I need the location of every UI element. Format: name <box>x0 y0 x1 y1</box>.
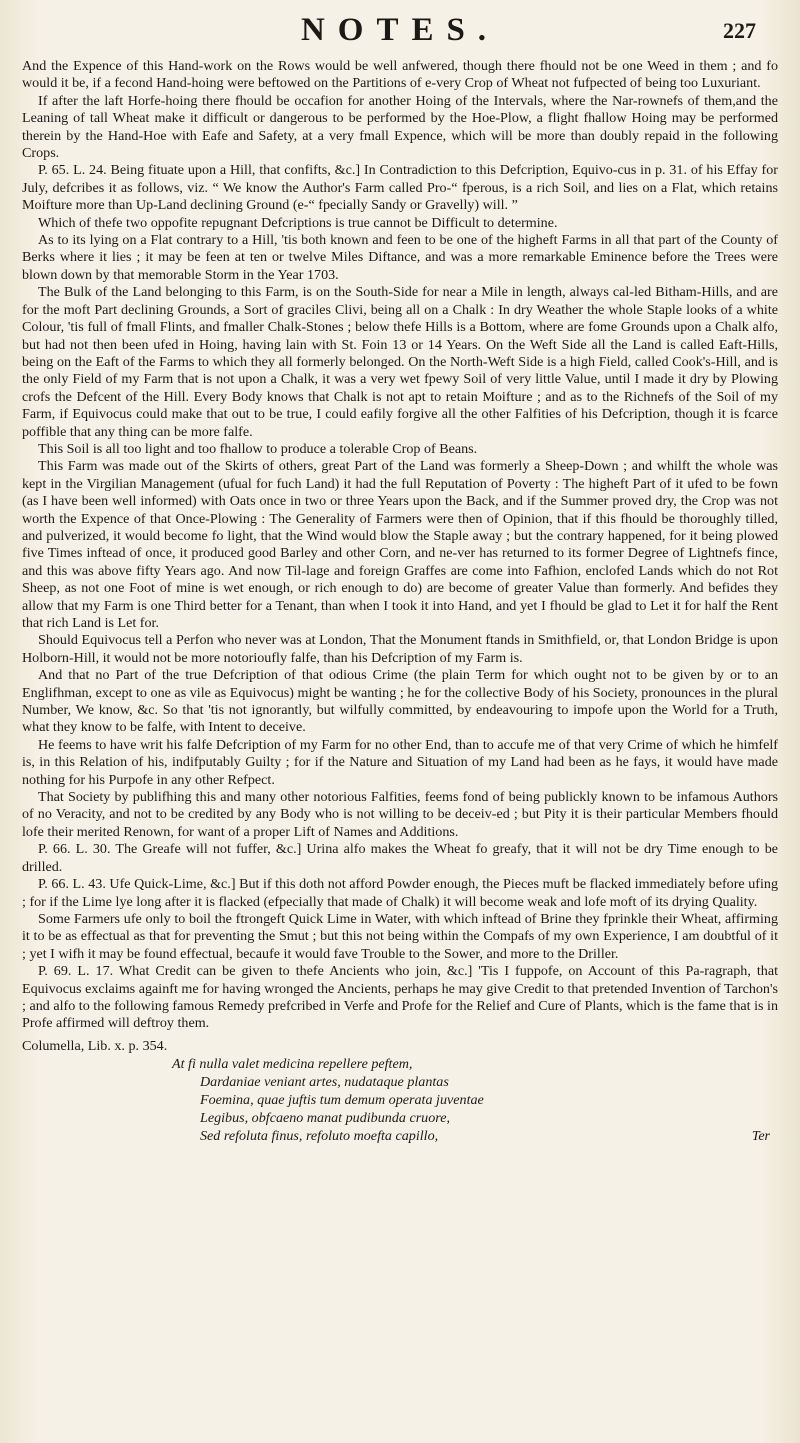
quote-line: Dardaniae veniant artes, nudataque plantas <box>200 1073 449 1090</box>
paragraph: P. 69. L. 17. What Credit can be given to thefe Ancients who join, &c.] 'Tis I fuppofe, on Account of this Pa-ragraph, that Equivocus exclaims againft me for having wronged the Ancients, perhaps he may give Credit to that pretended Invention of Tarchon's ; and alfo to the following famous Remedy prefcribed in Verfe and Profe for the Relief and Cure of Plants, which is the fame that is in Profe affirmed will deftroy them. <box>22 963 778 1032</box>
paragraph: P. 65. L. 24. Being fituate upon a Hill, that confifts, &c.] In Contradiction to this Defcription, Equivo-cus in p. 31. of his Effay for July, defcribes it as follows, viz. “ We know the Author's Farm called Pro-“ fperous, is a rich Soil, and lies on a Flat, which retains Moifture more than Up-Land declining Ground (e-“ fpecially Sandy or Gravelly) will. ” <box>22 162 778 214</box>
page-number: 227 <box>723 18 756 43</box>
page-header <box>22 8 778 58</box>
paragraph: P. 66. L. 43. Ufe Quick-Lime, &c.] But if this doth not afford Powder enough, the Pieces muft be flacked immediately before ufing ; for if the Lime lye long after it is flacked (efpecially that made of Chalk) it will become weak and lofe moft of its drying Quality. <box>22 876 778 910</box>
quote-reference: Columella, Lib. x. p. 354. <box>22 1037 168 1054</box>
paragraph: And that no Part of the true Defcription of that odious Crime (the plain Term for which ought not to be given by or to an Englifhman, except to one as vile as Equivocus) might be wanting ; he for the collective Body of his Society, pronounces in the plural Number, We know, &c. So that 'tis not ignorantly, but wilfully committed, by endeavouring to impofe upon the World for a Truth, what they know to be falfe, with Intent to deceive. <box>22 667 778 736</box>
paragraph: Should Equivocus tell a Perfon who never was at London, That the Monument ftands in Smithfield, or, that London Bridge is upon Holborn-Hill, it would not be more notorioufly falfe, than his Defcription of my Farm is. <box>22 632 778 666</box>
paragraph: As to its lying on a Flat contrary to a Hill, 'tis both known and feen to be one of the higheft Farms in all that part of the County of Berks where it lies ; it may be feen at ten or twelve Miles Diftance, and was a more remarkable Eminence before the Trees were blown down by that memorable Storm in the Year 1703. <box>22 232 778 283</box>
catchword: Ter <box>751 1128 770 1144</box>
paragraph: Which of thefe two oppofite repugnant Defcriptions is true cannot be Difficult to determine. <box>38 214 558 231</box>
quote-line: At fi nulla valet medicina repellere peftem, <box>172 1055 413 1072</box>
paragraph: This Soil is all too light and too fhallow to produce a tolerable Crop of Beans. <box>38 440 478 457</box>
quote-line: Legibus, obfcaeno manat pudibunda cruore, <box>200 1109 451 1126</box>
paragraph: This Farm was made out of the Skirts of others, great Part of the Land was formerly a Sheep-Down ; and whilft the whole was kept in the Virgilian Management (ufual for fuch Land) it had the full Reputation of Poverty : The higheft Part of it ufed to be fown (as I have been well informed) with Oats once in two or three Years upon the Back, and if the Summer proved dry, the Crop was not worth the Expence of that Once-Plowing : The Generality of Farmers were then of Opinion, that if this fhould be thoroughly tilled, and pulverized, it would become fo light, that the Wind would blow the Staple away ; but the contrary happened, for it being plowed five Times inftead of once, it produced good Barley and other Corn, and ne-ver has returned to its former Degree of Lightnefs fince, and this was above fifty Years ago. And now Til-lage and foreign Graffes are come into Fafhion, enclofed Lands which do not Rot Sheep, as not one Foot of mine is wet enough, or rich enough to do) are become of greater Value than formerly. And befides they allow that my Farm is one Third better for a Tenant, than when I took it into Hand, and yet I fhould be glad to Let it for half the Rent that rich Land is Let for. <box>22 458 778 631</box>
paragraph: He feems to have writ his falfe Defcription of my Farm for no other End, than to accufe me of that very Crime of which he himfelf is, in this Relation of his, indifputably Guilty ; for if the Nature and Situation of my Land had been as he fays, it would have made nothing for his Purpofe in any other Refpect. <box>22 736 778 788</box>
body-text <box>22 58 778 1033</box>
paragraph: P. 66. L. 30. The Greafe will not fuffer, &c.] Urina alfo makes the Wheat fo greafy, that it will not be dry Time enough to be drilled. <box>22 841 778 875</box>
paragraph: And the Expence of this Hand-work on the Rows would be well anfwered, though there fhould not be one Weed in them ; and fo would it be, if a fecond Hand-hoing were beftowed on the Partitions of e-very Crop of Wheat not fufpected of being too Luxuriant. <box>22 58 778 92</box>
quote-line: Sed refoluta finus, refoluto moefta capillo, <box>200 1127 439 1144</box>
paragraph: That Society by publifhing this and many other notorious Falfities, feems fond of being publickly known to be infamous Authors of no Veracity, and not to be credited by any Body who is not willing to be deceiv-ed ; but Pity it is their particular Members fhould lofe their merited Renown, for want of a proper Lift of Names and Additions. <box>22 789 778 840</box>
quote-line: Foemina, quae juftis tum demum operata juventae <box>200 1091 484 1108</box>
paragraph: Some Farmers ufe only to boil the ftrongeft Quick Lime in Water, with which inftead of Brine they fprinkle their Wheat, affirming it to be as effectual as that for preventing the Smut ; but this not being within the Compafs of my own Experience, I am doubtful of it ; yet I wifh it may be found effectual, becaufe it would fave Trouble to the Sower, and more to the Driller. <box>22 910 778 962</box>
running-title: NOTES. <box>300 12 500 48</box>
paragraph: The Bulk of the Land belonging to this Farm, is on the South-Side for near a Mile in length, always cal-led Bitham-Hills, and are for the moft Part declining Grounds, a Sort of graciles Clivi, being all on a Chalk : In dry Weather the whole Staple looks of a white Colour, 'tis full of fmall Flints, and fmaller Chalk-Stones ; below thefe Hills is a Bottom, where are fome Grounds upon a Chalk alfo, but had not then been ufed in Hoing, having lain with St. Foin 13 or 14 Years. On the Weft Side all the Land is called Eaft-Hills, being on the Eaft of the Farms to which they all formerly belonged. On the North-Weft Side is a high Field, called Cook's-Hill, and is the only Field of my Farm that is not upon a Chalk, it was a very wet fpewy Soil of very little Value, until I made it dry by Plowing crofs the Defcent of the Hill. Every Body knows that Chalk is not apt to retain Moifture ; and as to the Richnefs of the Soil of my Farm, if Equivocus could make that out to be true, I could eafily forgive all the other Falfities of his Defcription, though it is fcarce poffible that any thing can be more falfe. <box>22 284 778 440</box>
paragraph: If after the laft Horfe-hoing there fhould be occafion for another Hoing of the Intervals, where the Nar-rownefs of them,and the Leaning of tall Wheat make it difficult or dangerous to be performed by the Hoe-Plow, a flight fhallow Hoing may be performed therein by the Hand-Hoe with Eafe and Safety, at a very fmall Expence, which will be more than doubly repaid in the following Crops. <box>22 92 778 162</box>
